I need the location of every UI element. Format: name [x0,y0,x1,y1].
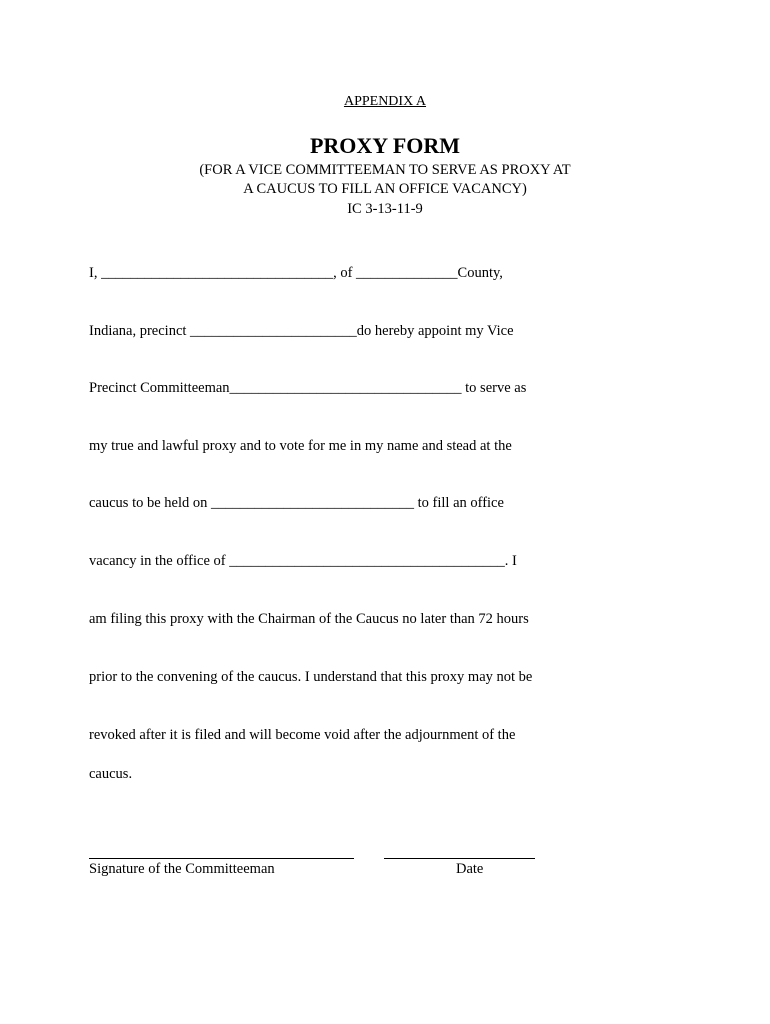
form-title: PROXY FORM [309,133,461,158]
form-subtitle-line-2: A CAUCUS TO FILL AN OFFICE VACANCY) [243,181,527,197]
body-line-office-vacancy: vacancy in the office of ______________________________________. I [89,553,517,569]
date-signature-line [384,858,535,859]
body-line-vice-committeeman: Precinct Committeeman________________________________ to serve as [89,380,527,396]
committeeman-signature-line [89,858,354,859]
body-line-caucus-end: caucus. [89,766,133,782]
body-line-filing: am filing this proxy with the Chairman of the Caucus no later than 72 hours [89,611,529,627]
body-line-revoked: revoked after it is filed and will become void after the adjournment of the [89,727,516,743]
body-line-precinct: Indiana, precinct _______________________do hereby appoint my Vice [89,323,514,339]
committeeman-signature-label: Signature of the Committeeman [89,861,275,877]
appendix-heading: APPENDIX A [343,94,427,109]
body-line-convening: prior to the convening of the caucus. I understand that this proxy may not be [89,669,533,685]
statute-reference: IC 3-13-11-9 [347,201,423,217]
body-line-caucus-date: caucus to be held on ____________________________ to fill an office [89,495,504,511]
form-subtitle-line-1: (FOR A VICE COMMITTEEMAN TO SERVE AS PROXY AT [199,162,571,178]
body-line-name-county: I, ________________________________, of ______________County, [89,265,503,281]
date-label: Date [456,861,484,877]
body-line-proxy: my true and lawful proxy and to vote for me in my name and stead at the [89,438,512,454]
